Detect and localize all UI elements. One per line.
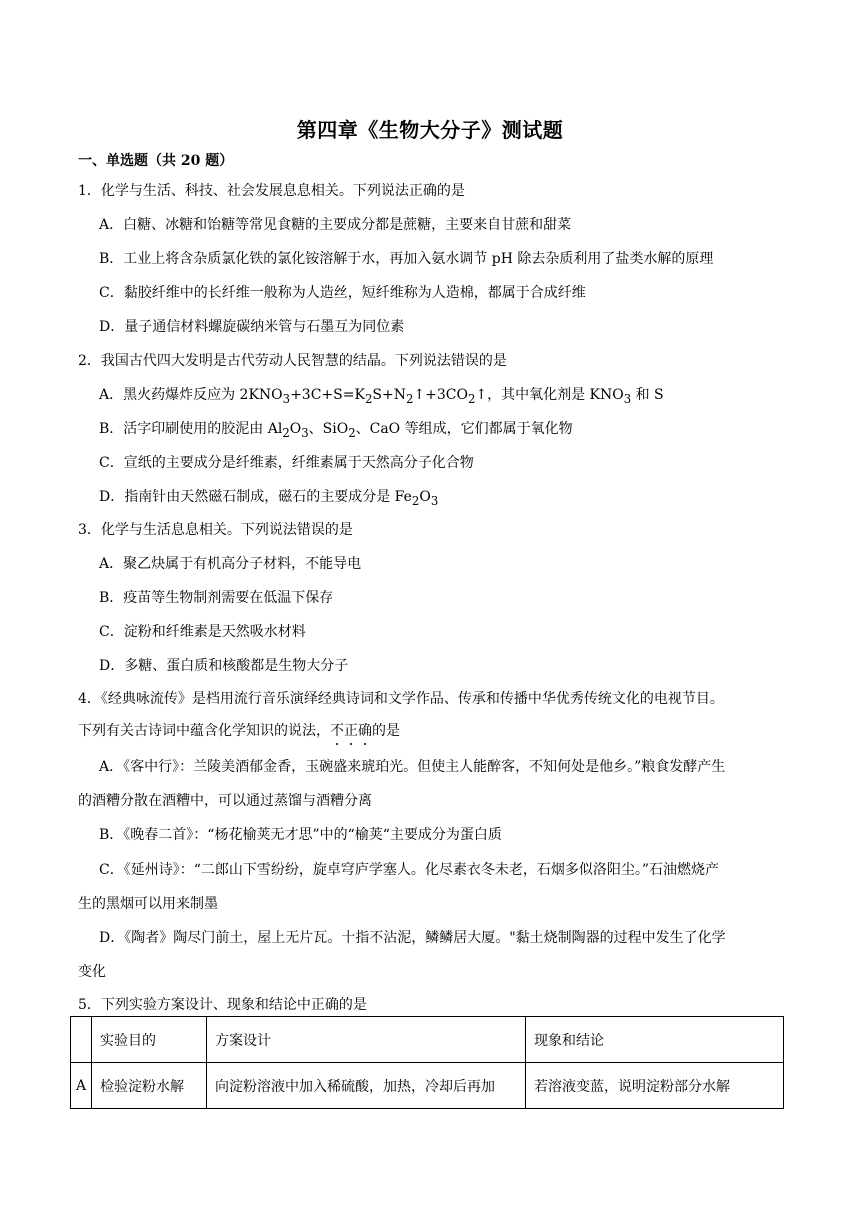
- question-3-option-a: A．聚乙炔属于有机高分子材料，不能导电: [99, 556, 362, 572]
- question-2-option-b: B．活字印刷使用的胶泥由 $Al_2O_3$、SiO$_2$、CaO 等组成，它们都属于氧化物: [99, 421, 573, 440]
- emphasis-char: 不: [330, 723, 344, 739]
- question-4-option-d-line-2: 变化: [78, 964, 106, 980]
- question-1-stem: 1．化学与生活、科技、社会发展息息相关。下列说法正确的是: [78, 183, 465, 199]
- question-4-option-a-line-1: A．《客中行》：兰陵美酒郁金香，玉碗盛来琥珀光。但使主人能醉客，不知何处是他乡。”粮食发酵产生: [99, 759, 726, 775]
- table-cell: 向淀粉溶液中加入稀硫酸，加热，冷却后再加: [207, 1063, 526, 1109]
- question-1-option-b: B．工业上将含杂质氯化铁的氯化铵溶解于水，再加入氨水调节 pH 除去杂质利用了盐类水解的原理: [99, 251, 714, 267]
- table-cell: 若溶液变蓝，说明淀粉部分水解: [526, 1063, 784, 1109]
- question-3-stem: 3．化学与生活息息相关。下列说法错误的是: [78, 522, 353, 538]
- experiment-table: [70, 1016, 784, 1109]
- question-2-stem: 2．我国古代四大发明是古代劳动人民智慧的结晶。下列说法错误的是: [78, 353, 507, 369]
- table-cell: 检验淀粉水解: [92, 1063, 207, 1109]
- section-heading: 一、单选题（共 20 题）: [78, 153, 234, 169]
- table-row: [71, 1063, 784, 1109]
- page-title: 第四章《生物大分子》测试题: [296, 118, 564, 142]
- emphasis-char: 确: [358, 723, 372, 739]
- question-1-option-d: D．量子通信材料螺旋碳纳米管与石墨互为同位素: [99, 319, 405, 335]
- question-3-option-d: D．多糖、蛋白质和核酸都是生物大分子: [99, 658, 349, 674]
- question-4-stem-line-1: 4．《经典咏流传》是档用流行音乐演绎经典诗词和文学作品、传承和传播中华优秀传统文化的电视节目。: [78, 691, 724, 707]
- emphasis-char: 正: [344, 723, 358, 739]
- question-2-option-d: D．指南针由天然磁石制成，磁石的主要成分是 $Fe_2O_3$: [99, 489, 439, 508]
- question-3-option-c: C．淀粉和纤维素是天然吸水材料: [99, 624, 306, 640]
- table-header-cell: 方案设计: [207, 1017, 526, 1063]
- question-4-option-c-line-2: 生的黑烟可以用来制墨: [78, 896, 218, 912]
- table-header-cell: 实验目的: [92, 1017, 207, 1063]
- question-1-option-a: A．白糖、冰糖和饴糖等常见食糖的主要成分都是蔗糖，主要来自甘蔗和甜菜: [99, 217, 572, 233]
- question-4-stem-line-2: 下列有关古诗词中蕴含化学知识的说法，不正确的是: [78, 723, 400, 739]
- question-4-option-b: B．《晚春二首》：“杨花榆荚无才思”中的“榆荚“主要成分为蛋白质: [99, 827, 502, 843]
- table-header-cell: [71, 1017, 92, 1063]
- question-3-option-b: B．疫苗等生物制剂需要在低温下保存: [99, 590, 334, 606]
- table-cell: A: [71, 1063, 92, 1109]
- question-2-option-a: A．黑火药爆炸反应为 $2KNO_3+3C+S=K_2S+N_2↑+3CO_2↑$，其中氧化剂是 $KNO_3$ 和 S: [99, 387, 664, 406]
- table-header-cell: 现象和结论: [526, 1017, 784, 1063]
- table-header-row: [71, 1017, 784, 1063]
- question-5-stem: 5．下列实验方案设计、现象和结论中正确的是: [78, 997, 367, 1013]
- question-4-option-a-line-2: 的酒糟分散在酒糟中，可以通过蒸馏与酒糟分离: [78, 793, 372, 809]
- question-4-option-c-line-1: C．《延州诗》：“二郎山下雪纷纷，旋卓穹庐学塞人。化尽素衣冬未老，石烟多似洛阳尘。”石油燃烧产: [99, 862, 720, 878]
- question-1-option-c: C．黏胶纤维中的长纤维一般称为人造丝，短纤维称为人造棉，都属于合成纤维: [99, 285, 586, 301]
- question-2-option-c: C．宣纸的主要成分是纤维素，纤维素属于天然高分子化合物: [99, 455, 474, 471]
- question-4-option-d-line-1: D．《陶者》陶尽门前土，屋上无片瓦。十指不沾泥，鳞鳞居大厦。"黏土烧制陶器的过程中发生了化学: [99, 930, 726, 946]
